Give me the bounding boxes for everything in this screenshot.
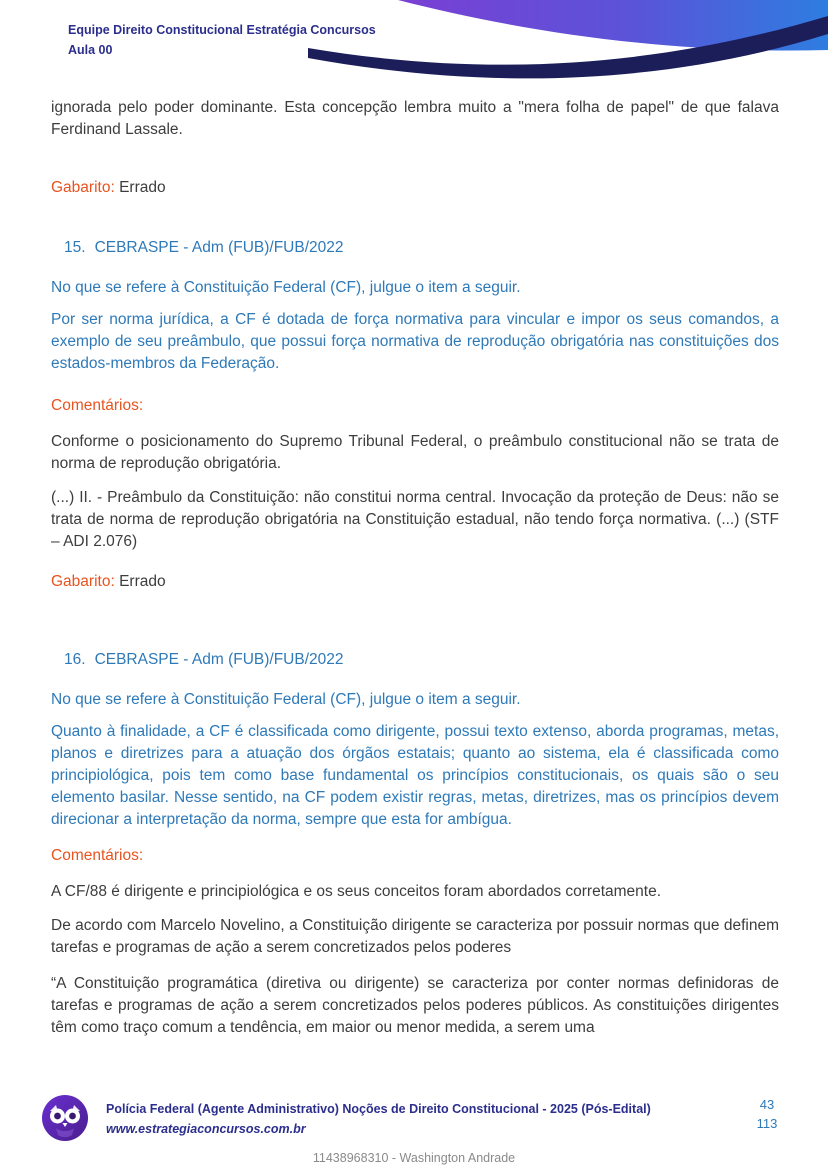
comment-paragraph: A CF/88 é dirigente e principiológica e os seus conceitos foram abordados corretamente.: [51, 883, 662, 900]
footer-course-title: Polícia Federal (Agente Administrativo) Noções de Direito Constitucional - 2025 (Pós-Edital): [106, 1102, 651, 1116]
comment-paragraph: Conforme o posicionamento do Supremo Tribunal Federal, o preâmbulo constitucional não se trata de norma de reprodução obrigatória.: [51, 433, 779, 472]
question-header-15: [51, 237, 779, 259]
gabarito-line: [51, 177, 779, 199]
question-number: 16.: [64, 651, 86, 668]
comment-paragraph: “A Constituição programática (diretiva ou dirigente) se caracteriza por conter normas definidoras de tarefas e programas de ação a serem concretizados pelos poderes públicos. As constituições dirigentes têm como traço comum a tendência, em maior ou menor medida, a serem uma: [51, 975, 779, 1036]
carryover-paragraph: ignorada pelo poder dominante. Esta concepção lembra muito a "mera folha de papel" de que falava Ferdinand Lassale.: [51, 99, 779, 138]
question-source: CEBRASPE - Adm (FUB)/FUB/2022: [94, 651, 344, 668]
footer-text-block: [106, 1099, 651, 1139]
page-header: [68, 20, 376, 60]
page-number-block: [744, 1095, 790, 1133]
question-number: 15.: [64, 239, 86, 256]
comment-paragraph: De acordo com Marcelo Novelino, a Constituição dirigente se caracteriza por possuir normas que definem tarefas e programas de ação a serem concretizados pelos poderes: [51, 917, 779, 956]
gabarito-label: Gabarito:: [51, 573, 115, 590]
user-watermark: 11438968310 - Washington Andrade: [312, 1151, 516, 1165]
question-header-16: [51, 649, 779, 671]
comments-label-16: Comentários:: [51, 847, 144, 864]
gabarito-label: Gabarito:: [51, 179, 115, 196]
question-command-15: No que se refere à Constituição Federal (CF), julgue o item a seguir.: [51, 279, 521, 296]
page-number-current: 43: [759, 1097, 775, 1112]
gabarito-value: Errado: [119, 179, 166, 196]
header-lesson-label: Aula 00: [68, 43, 113, 57]
question-statement-16: Quanto à finalidade, a CF é classificada como dirigente, possui texto extenso, aborda programas, metas, planos e diretrizes para a atuação dos órgãos estatais; quanto ao sistema, ela é classificada como principiológica, pois tem como base fundamental os princípios constitucionais, os quais são o seu elemento basilar. Nesse sentido, na CF podem existir regras, metas, diretrizes, mas os princípios devem direcionar a interpretação da norma, sempre que esta for ambígua.: [51, 723, 779, 828]
page-content: [51, 97, 779, 1039]
footer-website-link[interactable]: www.estrategiaconcursos.com.br: [106, 1122, 306, 1136]
estrategia-owl-logo: [42, 1095, 88, 1141]
gabarito-value: Errado: [119, 573, 166, 590]
question-command-16: No que se refere à Constituição Federal (CF), julgue o item a seguir.: [51, 691, 521, 708]
gabarito-line-15: [51, 571, 779, 593]
comment-paragraph: (...) II. - Preâmbulo da Constituição: não constitui norma central. Invocação da proteção de Deus: não se trata de norma de reprodução obrigatória na Constituição estadual, não tendo força normativa. (...) (STF – ADI 2.076): [51, 489, 779, 550]
page-number-total: 113: [756, 1116, 778, 1131]
question-source: CEBRASPE - Adm (FUB)/FUB/2022: [94, 239, 344, 256]
page-footer: [0, 1083, 828, 1169]
header-course-title: Equipe Direito Constitucional Estratégia Concursos: [68, 23, 376, 37]
question-statement-15: Por ser norma jurídica, a CF é dotada de força normativa para vincular e impor os seus comandos, a exemplo de seu preâmbulo, que possui força normativa de reprodução obrigatória nas constituições dos estados-membros da Federação.: [51, 311, 779, 372]
comments-label-15: Comentários:: [51, 397, 144, 414]
